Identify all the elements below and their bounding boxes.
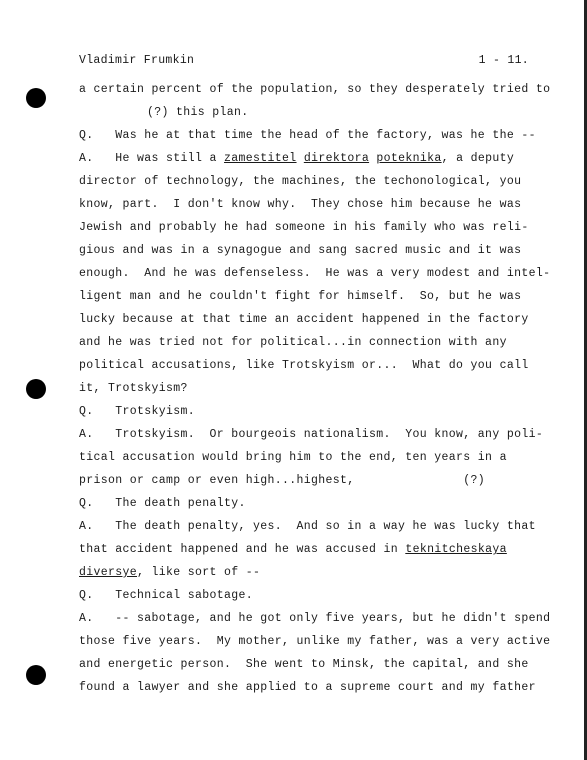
line-text: that accident happened and he was accused in (79, 543, 406, 556)
transcript-line: Q. Was he at that time the head of the factory, was he the -- (79, 129, 536, 142)
transcript-line: director of technology, the machines, the techonological, you (79, 175, 522, 188)
transcript-line: Q. Technical sabotage. (79, 589, 254, 602)
transcript-line: prison or camp or even high...highest, (?) (79, 474, 486, 487)
transcript-line: those five years. My mother, unlike my father, was a very active (79, 635, 551, 648)
punch-hole (26, 379, 46, 399)
page-number: 1 - 11. (478, 54, 529, 67)
underlined-term: teknitcheskaya (405, 543, 507, 556)
transcript-line: lucky because at that time an accident happened in the factory (79, 313, 529, 326)
transcript-line: Q. Trotskyism. (79, 405, 196, 418)
punch-hole (26, 665, 46, 685)
transcript-line: found a lawyer and she applied to a supreme court and my father (79, 681, 536, 694)
transcript-line: A. -- sabotage, and he got only five years, but he didn't spend (79, 612, 551, 625)
transcript-line: gious and was in a synagogue and sang sacred music and it was (79, 244, 522, 257)
line-text: A. He was still a (79, 152, 225, 165)
transcript-line: tical accusation would bring him to the end, ten years in a (79, 451, 507, 464)
transcript-line: A. The death penalty, yes. And so in a way he was lucky that (79, 520, 536, 533)
page-header (79, 54, 529, 67)
line-text (297, 152, 304, 165)
underlined-term: poteknika (376, 152, 442, 165)
punch-hole (26, 88, 46, 108)
transcript-line: know, part. I don't know why. They chose him because he was (79, 198, 522, 211)
transcript-line: and energetic person. She went to Minsk, the capital, and she (79, 658, 529, 671)
line-text: , a deputy (441, 152, 515, 165)
transcript-line: Jewish and probably he had someone in his family who was reli- (79, 221, 529, 234)
transcript-line: (?) this plan. (147, 106, 249, 119)
transcript-line: ligent man and he couldn't fight for himself. So, but he was (79, 290, 522, 303)
line-text: , like sort of -- (137, 566, 261, 579)
transcript-line: A. Trotskyism. Or bourgeois nationalism. You know, any poli- (79, 428, 544, 441)
underlined-term: diversye (79, 566, 138, 579)
transcript-line: a certain percent of the population, so they desperately tried to (79, 83, 551, 96)
transcript-line: and he was tried not for political...in connection with any (79, 336, 507, 349)
speaker-name: Vladimir Frumkin (79, 54, 195, 67)
transcript-line: enough. And he was defenseless. He was a very modest and intel- (79, 267, 551, 280)
underlined-term: direktora (303, 152, 370, 165)
transcript-line: political accusations, like Trotskyism or... What do you call (79, 359, 529, 372)
underlined-term: zamestitel (224, 152, 297, 165)
transcript-line: it, Trotskyism? (79, 382, 188, 395)
transcript-line: Q. The death penalty. (79, 497, 246, 510)
transcript-line (79, 538, 534, 561)
transcript-line (79, 147, 534, 170)
transcript-line (79, 561, 534, 584)
transcript-body (79, 78, 551, 699)
